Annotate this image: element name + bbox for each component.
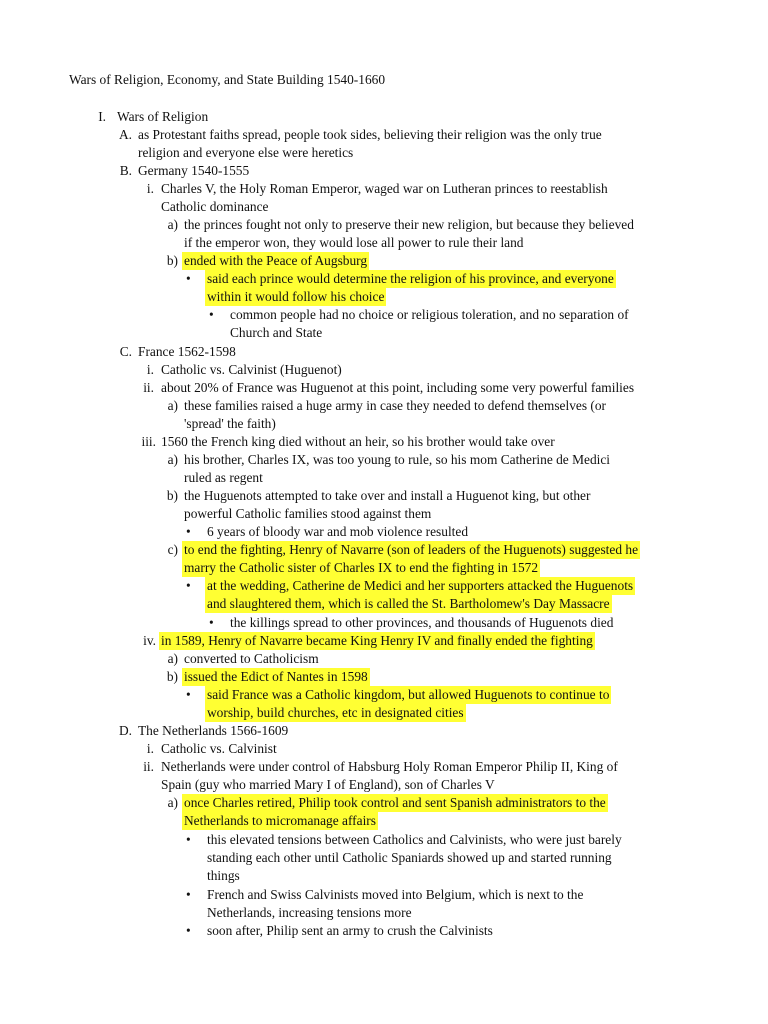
outline-marker: B.	[119, 163, 132, 178]
outline-marker: b)	[166, 669, 178, 684]
heading-france: France 1562-1598	[138, 344, 236, 359]
outline-text: as Protestant faiths spread, people took sides, believing their religion was the only true	[138, 127, 602, 142]
outline-text: if the emperor won, they would lose all power to rule their land	[184, 235, 524, 250]
outline-text: 6 years of bloody war and mob violence resulted	[207, 524, 469, 539]
outline-text: this elevated tensions between Catholics and Calvinists, who were just barely	[207, 832, 622, 847]
outline-marker: ii.	[143, 759, 154, 774]
outline-text: powerful Catholic families stood against them	[184, 506, 432, 521]
outline-marker: a)	[167, 217, 178, 232]
highlighted-text: Netherlands to micromanage affairs	[184, 813, 376, 828]
outline-marker: D.	[118, 723, 132, 738]
outline-marker: A.	[118, 127, 132, 142]
outline-marker: b)	[166, 253, 178, 268]
heading-netherlands: The Netherlands 1566-1609	[138, 723, 289, 738]
highlighted-text: and slaughtered them, which is called the St. Bartholomew's Day Massacre	[207, 596, 610, 611]
outline-text: Charles V, the Holy Roman Emperor, waged war on Lutheran princes to reestablish	[161, 181, 608, 196]
outline-marker: C.	[119, 344, 132, 359]
outline-text: 1560 the French king died without an heir, so his brother would take over	[161, 434, 555, 449]
outline-text: standing each other until Catholic Spaniards showed up and started running	[207, 850, 612, 865]
outline-text: converted to Catholicism	[184, 651, 319, 666]
outline-text: the killings spread to other provinces, and thousands of Huguenots died	[230, 615, 614, 630]
outline-marker: a)	[167, 452, 178, 467]
outline-text: 'spread' the faith)	[184, 416, 276, 431]
outline-marker: i.	[146, 362, 154, 377]
heading-wars-of-religion: Wars of Religion	[117, 109, 209, 124]
bullet-icon: •	[186, 832, 191, 847]
outline-text: Netherlands, increasing tensions more	[207, 905, 412, 920]
heading-germany: Germany 1540-1555	[138, 163, 250, 178]
bullet-icon: •	[186, 524, 191, 539]
outline-text: things	[207, 868, 240, 883]
outline-marker: b)	[166, 488, 178, 503]
outline-text: about 20% of France was Huguenot at this point, including some very powerful families	[161, 380, 635, 395]
outline-text: the Huguenots attempted to take over and install a Huguenot king, but other	[184, 488, 591, 503]
outline-text: the princes fought not only to preserve their new religion, but because they believed	[184, 217, 634, 232]
outline-marker: a)	[167, 651, 178, 666]
bullet-icon: •	[186, 887, 191, 902]
highlighted-text: said each prince would determine the religion of his province, and everyone	[207, 271, 614, 286]
outline-marker: i.	[146, 741, 154, 756]
outline-marker: iii.	[141, 434, 156, 449]
highlighted-text: marry the Catholic sister of Charles IX to end the fighting in 1572	[184, 560, 539, 575]
highlighted-text: said France was a Catholic kingdom, but allowed Huguenots to continue to	[207, 687, 610, 702]
outline-text: religion and everyone else were heretics	[138, 145, 354, 160]
outline-text: Church and State	[230, 325, 323, 340]
document-title: Wars of Religion, Economy, and State Building 1540-1660	[69, 72, 386, 87]
outline-text: soon after, Philip sent an army to crush the Calvinists	[207, 923, 493, 938]
bullet-icon: •	[186, 923, 191, 938]
bullet-icon: •	[209, 615, 214, 630]
outline-text: Catholic dominance	[161, 199, 269, 214]
outline-marker: I.	[98, 109, 106, 124]
highlighted-text: issued the Edict of Nantes in 1598	[184, 669, 368, 684]
bullet-icon: •	[209, 307, 214, 322]
outline-marker: iv.	[143, 633, 156, 648]
outline-marker: c)	[167, 542, 178, 557]
outline-marker: i.	[146, 181, 154, 196]
outline-text: Catholic vs. Calvinist	[161, 741, 277, 756]
outline-text: ruled as regent	[184, 470, 263, 485]
bullet-icon: •	[186, 687, 191, 702]
outline-text: these families raised a huge army in case they needed to defend themselves (or	[184, 398, 607, 413]
outline-marker: ii.	[143, 380, 154, 395]
outline-text: his brother, Charles IX, was too young to rule, so his mom Catherine de Medici	[184, 452, 611, 467]
outline-text: common people had no choice or religious toleration, and no separation of	[230, 307, 629, 322]
highlighted-text: within it would follow his choice	[207, 289, 385, 304]
outline-marker: a)	[167, 795, 178, 810]
highlighted-text: ended with the Peace of Augsburg	[184, 253, 368, 268]
outline-text: French and Swiss Calvinists moved into Belgium, which is next to the	[207, 887, 584, 902]
outline-text: Spain (guy who married Mary I of England), son of Charles V	[161, 777, 495, 792]
bullet-icon: •	[186, 271, 191, 286]
outline-marker: a)	[167, 398, 178, 413]
highlighted-text: to end the fighting, Henry of Navarre (son of leaders of the Huguenots) suggested he	[184, 542, 639, 557]
highlighted-text: worship, build churches, etc in designated cities	[207, 705, 464, 720]
highlighted-text: in 1589, Henry of Navarre became King Henry IV and finally ended the fighting	[161, 633, 593, 648]
outline-text: Netherlands were under control of Habsburg Holy Roman Emperor Philip II, King of	[161, 759, 618, 774]
outline-text: Catholic vs. Calvinist (Huguenot)	[161, 362, 342, 377]
highlighted-text: once Charles retired, Philip took control and sent Spanish administrators to the	[184, 795, 606, 810]
highlighted-text: at the wedding, Catherine de Medici and her supporters attacked the Huguenots	[207, 578, 634, 593]
bullet-icon: •	[186, 578, 191, 593]
